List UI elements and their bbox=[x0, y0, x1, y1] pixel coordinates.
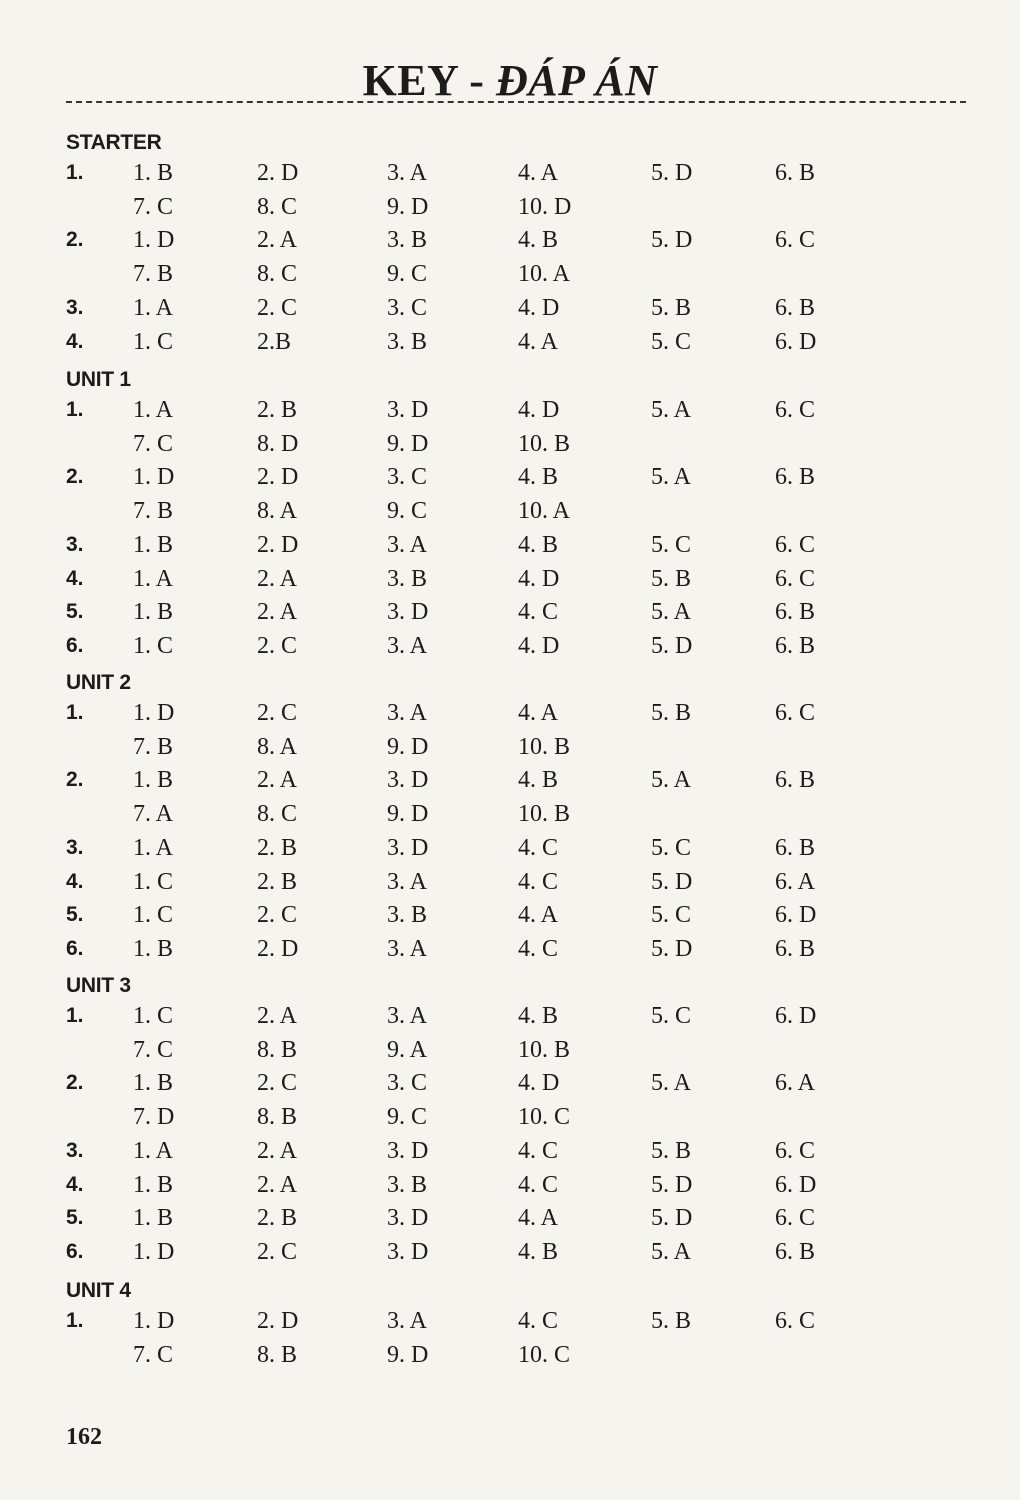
answer-item: 9. C bbox=[387, 498, 428, 525]
question-number: 1. bbox=[66, 161, 84, 184]
answer-row bbox=[0, 1340, 1020, 1374]
answer-item: 1. B bbox=[133, 1171, 174, 1198]
answer-item: 1. A bbox=[133, 834, 174, 861]
title-divider bbox=[66, 101, 966, 103]
answer-item: 6. D bbox=[775, 902, 817, 929]
answer-item: 1. B bbox=[133, 1205, 174, 1232]
answer-item: 2. D bbox=[257, 160, 299, 186]
answer-item: 1. D bbox=[133, 227, 175, 254]
answer-item: 4. A bbox=[518, 160, 559, 186]
answer-item: 1. D bbox=[133, 1308, 175, 1334]
answer-item: 3. C bbox=[387, 294, 428, 321]
answer-item: 6. B bbox=[775, 834, 816, 861]
answer-item: 6. B bbox=[775, 632, 816, 659]
section-heading: STARTER bbox=[66, 131, 162, 154]
answer-row bbox=[0, 833, 1020, 867]
answer-item: 6. A bbox=[775, 868, 816, 895]
answer-row bbox=[0, 597, 1020, 631]
answer-item: 2. D bbox=[257, 531, 299, 558]
answer-item: 4. D bbox=[518, 565, 560, 592]
answer-row bbox=[0, 1203, 1020, 1237]
answer-item: 5. A bbox=[651, 767, 692, 794]
answer-item: 5. D bbox=[651, 160, 693, 186]
answer-item: 6. C bbox=[775, 700, 816, 726]
answer-item: 10. A bbox=[518, 261, 571, 288]
answer-row bbox=[0, 1035, 1020, 1069]
answer-item: 8. B bbox=[257, 1036, 298, 1063]
answer-item: 4. A bbox=[518, 1205, 559, 1232]
answer-item: 3. D bbox=[387, 1238, 429, 1265]
answer-item: 2. C bbox=[257, 294, 298, 321]
answer-item: 1. B bbox=[133, 599, 174, 626]
answer-item: 5. C bbox=[651, 1003, 692, 1029]
answer-item: 6. B bbox=[775, 1238, 816, 1265]
answer-item: 4. A bbox=[518, 328, 559, 355]
answer-item: 1. C bbox=[133, 632, 174, 659]
question-number: 3. bbox=[66, 532, 84, 556]
answer-item: 9. D bbox=[387, 733, 429, 760]
answer-item: 4. B bbox=[518, 1003, 559, 1029]
answer-item: 7. C bbox=[133, 193, 174, 220]
answer-row bbox=[0, 327, 1020, 361]
answer-item: 8. A bbox=[257, 733, 298, 760]
answer-item: 7. B bbox=[133, 733, 174, 760]
answer-item: 5. B bbox=[651, 1137, 692, 1164]
answer-item: 4. D bbox=[518, 1070, 560, 1097]
answer-item: 8. D bbox=[257, 430, 299, 457]
answer-item: 3. D bbox=[387, 1137, 429, 1164]
answer-item: 6. C bbox=[775, 565, 816, 592]
answer-item: 2. A bbox=[257, 767, 298, 794]
answer-item: 4. D bbox=[518, 294, 560, 321]
answer-item: 2. C bbox=[257, 700, 298, 726]
page-title bbox=[0, 56, 1020, 106]
answer-item: 8. C bbox=[257, 261, 298, 288]
answer-item: 1. A bbox=[133, 565, 174, 592]
answer-item: 9. D bbox=[387, 193, 429, 220]
answer-row bbox=[0, 867, 1020, 901]
answer-item: 10. A bbox=[518, 498, 571, 525]
question-number: 1. bbox=[66, 398, 84, 421]
answer-item: 3. B bbox=[387, 328, 428, 355]
answer-item: 2. A bbox=[257, 227, 298, 254]
answer-item: 4. C bbox=[518, 868, 559, 895]
answer-item: 2.B bbox=[257, 328, 292, 355]
answer-item: 1. B bbox=[133, 160, 174, 186]
answer-item: 1. D bbox=[133, 464, 175, 491]
answer-item: 6. B bbox=[775, 599, 816, 626]
answer-item: 6. C bbox=[775, 1205, 816, 1232]
answer-item: 7. C bbox=[133, 1341, 174, 1368]
answer-item: 7. B bbox=[133, 498, 174, 525]
answer-item: 2. C bbox=[257, 1070, 298, 1097]
question-number: 5. bbox=[66, 903, 84, 927]
answer-item: 7. B bbox=[133, 261, 174, 288]
answer-item: 1. C bbox=[133, 902, 174, 929]
answer-item: 1. A bbox=[133, 1137, 174, 1164]
answer-item: 5. C bbox=[651, 902, 692, 929]
answer-item: 5. B bbox=[651, 565, 692, 592]
answer-item: 3. C bbox=[387, 1070, 428, 1097]
answer-item: 5. B bbox=[651, 1308, 692, 1334]
answer-item: 9. D bbox=[387, 430, 429, 457]
answer-item: 6. B bbox=[775, 160, 816, 186]
answer-item: 10. C bbox=[518, 1341, 571, 1368]
answer-item: 7. D bbox=[133, 1104, 175, 1131]
title-key: KEY bbox=[362, 56, 458, 105]
question-number: 5. bbox=[66, 1206, 84, 1230]
answer-item: 6. C bbox=[775, 531, 816, 558]
answer-item: 4. D bbox=[518, 397, 560, 423]
answer-item: 8. C bbox=[257, 193, 298, 220]
answer-item: 1. C bbox=[133, 1003, 174, 1029]
answer-item: 5. A bbox=[651, 397, 692, 423]
answer-item: 7. A bbox=[133, 801, 174, 828]
answer-item: 3. A bbox=[387, 1308, 428, 1334]
answer-item: 1. D bbox=[133, 700, 175, 726]
question-number: 6. bbox=[66, 936, 84, 960]
answer-item: 5. B bbox=[651, 700, 692, 726]
answer-item: 3. A bbox=[387, 160, 428, 186]
answer-item: 8. A bbox=[257, 498, 298, 525]
question-number: 1. bbox=[66, 1004, 84, 1027]
answer-item: 4. D bbox=[518, 632, 560, 659]
answer-item: 7. C bbox=[133, 1036, 174, 1063]
question-number: 2. bbox=[66, 228, 84, 252]
question-number: 5. bbox=[66, 600, 84, 624]
answer-item: 1. B bbox=[133, 1070, 174, 1097]
answer-item: 4. C bbox=[518, 1137, 559, 1164]
answer-row bbox=[0, 429, 1020, 463]
answer-item: 1. A bbox=[133, 397, 174, 423]
answer-row bbox=[0, 192, 1020, 226]
answer-item: 3. D bbox=[387, 599, 429, 626]
answer-item: 5. A bbox=[651, 1238, 692, 1265]
answer-row bbox=[0, 1237, 1020, 1271]
answer-item: 5. C bbox=[651, 531, 692, 558]
answer-item: 6. B bbox=[775, 294, 816, 321]
answer-row bbox=[0, 293, 1020, 327]
answer-row bbox=[0, 1170, 1020, 1204]
title-dash: - bbox=[469, 56, 485, 105]
answer-item: 2. A bbox=[257, 565, 298, 592]
answer-item: 5. D bbox=[651, 935, 693, 962]
answer-row bbox=[0, 1136, 1020, 1170]
answer-item: 4. A bbox=[518, 902, 559, 929]
title-vietnamese: ĐÁP ÁN bbox=[495, 56, 658, 105]
answer-item: 5. C bbox=[651, 328, 692, 355]
answer-item: 1. B bbox=[133, 935, 174, 962]
answer-item: 2. B bbox=[257, 1205, 298, 1232]
answer-row bbox=[0, 934, 1020, 968]
answer-row bbox=[0, 564, 1020, 598]
answer-item: 3. A bbox=[387, 531, 428, 558]
answer-item: 10. B bbox=[518, 1036, 571, 1063]
answer-item: 4. C bbox=[518, 935, 559, 962]
answer-row bbox=[0, 698, 1020, 732]
answer-item: 5. A bbox=[651, 1070, 692, 1097]
answer-item: 7. C bbox=[133, 430, 174, 457]
question-number: 2. bbox=[66, 465, 84, 489]
answer-item: 2. D bbox=[257, 1308, 299, 1334]
answer-item: 2. C bbox=[257, 632, 298, 659]
answer-item: 3. B bbox=[387, 227, 428, 254]
answer-item: 9. A bbox=[387, 1036, 428, 1063]
answer-item: 4. A bbox=[518, 700, 559, 726]
answer-item: 6. D bbox=[775, 328, 817, 355]
answer-item: 6. D bbox=[775, 1171, 817, 1198]
answer-item: 2. D bbox=[257, 935, 299, 962]
answer-item: 3. B bbox=[387, 902, 428, 929]
answer-item: 5. C bbox=[651, 834, 692, 861]
answer-item: 4. C bbox=[518, 1308, 559, 1334]
answer-item: 1. B bbox=[133, 767, 174, 794]
answer-row bbox=[0, 1001, 1020, 1035]
answer-item: 4. B bbox=[518, 464, 559, 491]
answer-row bbox=[0, 765, 1020, 799]
page-number: 162 bbox=[66, 1424, 102, 1450]
question-number: 4. bbox=[66, 1172, 84, 1196]
answer-row bbox=[0, 395, 1020, 429]
answer-item: 2. D bbox=[257, 464, 299, 491]
answer-item: 6. C bbox=[775, 227, 816, 254]
question-number: 2. bbox=[66, 768, 84, 792]
answer-item: 6. A bbox=[775, 1070, 816, 1097]
answer-item: 2. C bbox=[257, 1238, 298, 1265]
answer-row bbox=[0, 462, 1020, 496]
answer-item: 6. D bbox=[775, 1003, 817, 1029]
answer-item: 8. B bbox=[257, 1104, 298, 1131]
answer-item: 1. D bbox=[133, 1238, 175, 1265]
answer-item: 2. B bbox=[257, 834, 298, 861]
answer-item: 9. D bbox=[387, 801, 429, 828]
answer-row bbox=[0, 530, 1020, 564]
answer-item: 10. D bbox=[518, 193, 572, 220]
answer-row bbox=[0, 732, 1020, 766]
answer-item: 3. C bbox=[387, 464, 428, 491]
answer-item: 1. A bbox=[133, 294, 174, 321]
answer-row bbox=[0, 225, 1020, 259]
answer-row bbox=[0, 1306, 1020, 1340]
answer-row bbox=[0, 259, 1020, 293]
answer-item: 5. D bbox=[651, 1205, 693, 1232]
answer-item: 5. A bbox=[651, 464, 692, 491]
answer-item: 6. B bbox=[775, 464, 816, 491]
answer-item: 10. C bbox=[518, 1104, 571, 1131]
answer-item: 3. D bbox=[387, 767, 429, 794]
section-heading: UNIT 4 bbox=[66, 1279, 131, 1302]
answer-item: 6. B bbox=[775, 767, 816, 794]
answer-item: 6. C bbox=[775, 1308, 816, 1334]
answer-item: 2. A bbox=[257, 1137, 298, 1164]
answer-item: 1. B bbox=[133, 531, 174, 558]
question-number: 4. bbox=[66, 566, 84, 590]
answer-item: 6. C bbox=[775, 1137, 816, 1164]
answer-item: 9. C bbox=[387, 1104, 428, 1131]
question-number: 2. bbox=[66, 1071, 84, 1095]
question-number: 3. bbox=[66, 295, 84, 319]
answer-item: 3. A bbox=[387, 868, 428, 895]
answer-item: 3. D bbox=[387, 834, 429, 861]
answer-item: 4. C bbox=[518, 599, 559, 626]
answer-item: 3. D bbox=[387, 397, 429, 423]
answer-row bbox=[0, 496, 1020, 530]
answer-item: 2. C bbox=[257, 902, 298, 929]
answer-item: 9. C bbox=[387, 261, 428, 288]
answer-item: 5. A bbox=[651, 599, 692, 626]
answer-item: 4. B bbox=[518, 1238, 559, 1265]
question-number: 1. bbox=[66, 701, 84, 724]
answer-item: 10. B bbox=[518, 733, 571, 760]
answer-item: 2. B bbox=[257, 868, 298, 895]
answer-item: 5. D bbox=[651, 227, 693, 254]
section-heading: UNIT 3 bbox=[66, 974, 131, 997]
answer-item: 3. A bbox=[387, 700, 428, 726]
answer-item: 10. B bbox=[518, 801, 571, 828]
answer-item: 6. B bbox=[775, 935, 816, 962]
answer-item: 5. D bbox=[651, 868, 693, 895]
answer-row bbox=[0, 799, 1020, 833]
answer-item: 4. C bbox=[518, 834, 559, 861]
answer-item: 4. B bbox=[518, 531, 559, 558]
answer-item: 2. B bbox=[257, 397, 298, 423]
answer-item: 5. D bbox=[651, 1171, 693, 1198]
answer-item: 3. A bbox=[387, 632, 428, 659]
question-number: 4. bbox=[66, 329, 84, 353]
question-number: 3. bbox=[66, 1138, 84, 1162]
answer-item: 3. D bbox=[387, 1205, 429, 1232]
section-heading: UNIT 1 bbox=[66, 368, 131, 391]
answer-row bbox=[0, 631, 1020, 665]
question-number: 4. bbox=[66, 869, 84, 893]
answer-item: 5. B bbox=[651, 294, 692, 321]
question-number: 6. bbox=[66, 633, 84, 657]
answer-item: 3. A bbox=[387, 1003, 428, 1029]
answer-row bbox=[0, 158, 1020, 192]
answer-item: 1. C bbox=[133, 868, 174, 895]
answer-item: 3. B bbox=[387, 1171, 428, 1198]
answer-item: 10. B bbox=[518, 430, 571, 457]
answer-item: 5. D bbox=[651, 632, 693, 659]
answer-item: 4. B bbox=[518, 767, 559, 794]
question-number: 3. bbox=[66, 835, 84, 859]
section-heading: UNIT 2 bbox=[66, 671, 131, 694]
answer-item: 9. D bbox=[387, 1341, 429, 1368]
answer-item: 3. B bbox=[387, 565, 428, 592]
answer-item: 2. A bbox=[257, 1003, 298, 1029]
answer-row bbox=[0, 1102, 1020, 1136]
answer-item: 6. C bbox=[775, 397, 816, 423]
question-number: 6. bbox=[66, 1239, 84, 1263]
answer-item: 4. B bbox=[518, 227, 559, 254]
answer-item: 2. A bbox=[257, 1171, 298, 1198]
answer-item: 2. A bbox=[257, 599, 298, 626]
answer-item: 1. C bbox=[133, 328, 174, 355]
answer-row bbox=[0, 1068, 1020, 1102]
question-number: 1. bbox=[66, 1309, 84, 1332]
answer-item: 4. C bbox=[518, 1171, 559, 1198]
answer-row bbox=[0, 900, 1020, 934]
answer-item: 3. A bbox=[387, 935, 428, 962]
answer-item: 8. C bbox=[257, 801, 298, 828]
answer-item: 8. B bbox=[257, 1341, 298, 1368]
